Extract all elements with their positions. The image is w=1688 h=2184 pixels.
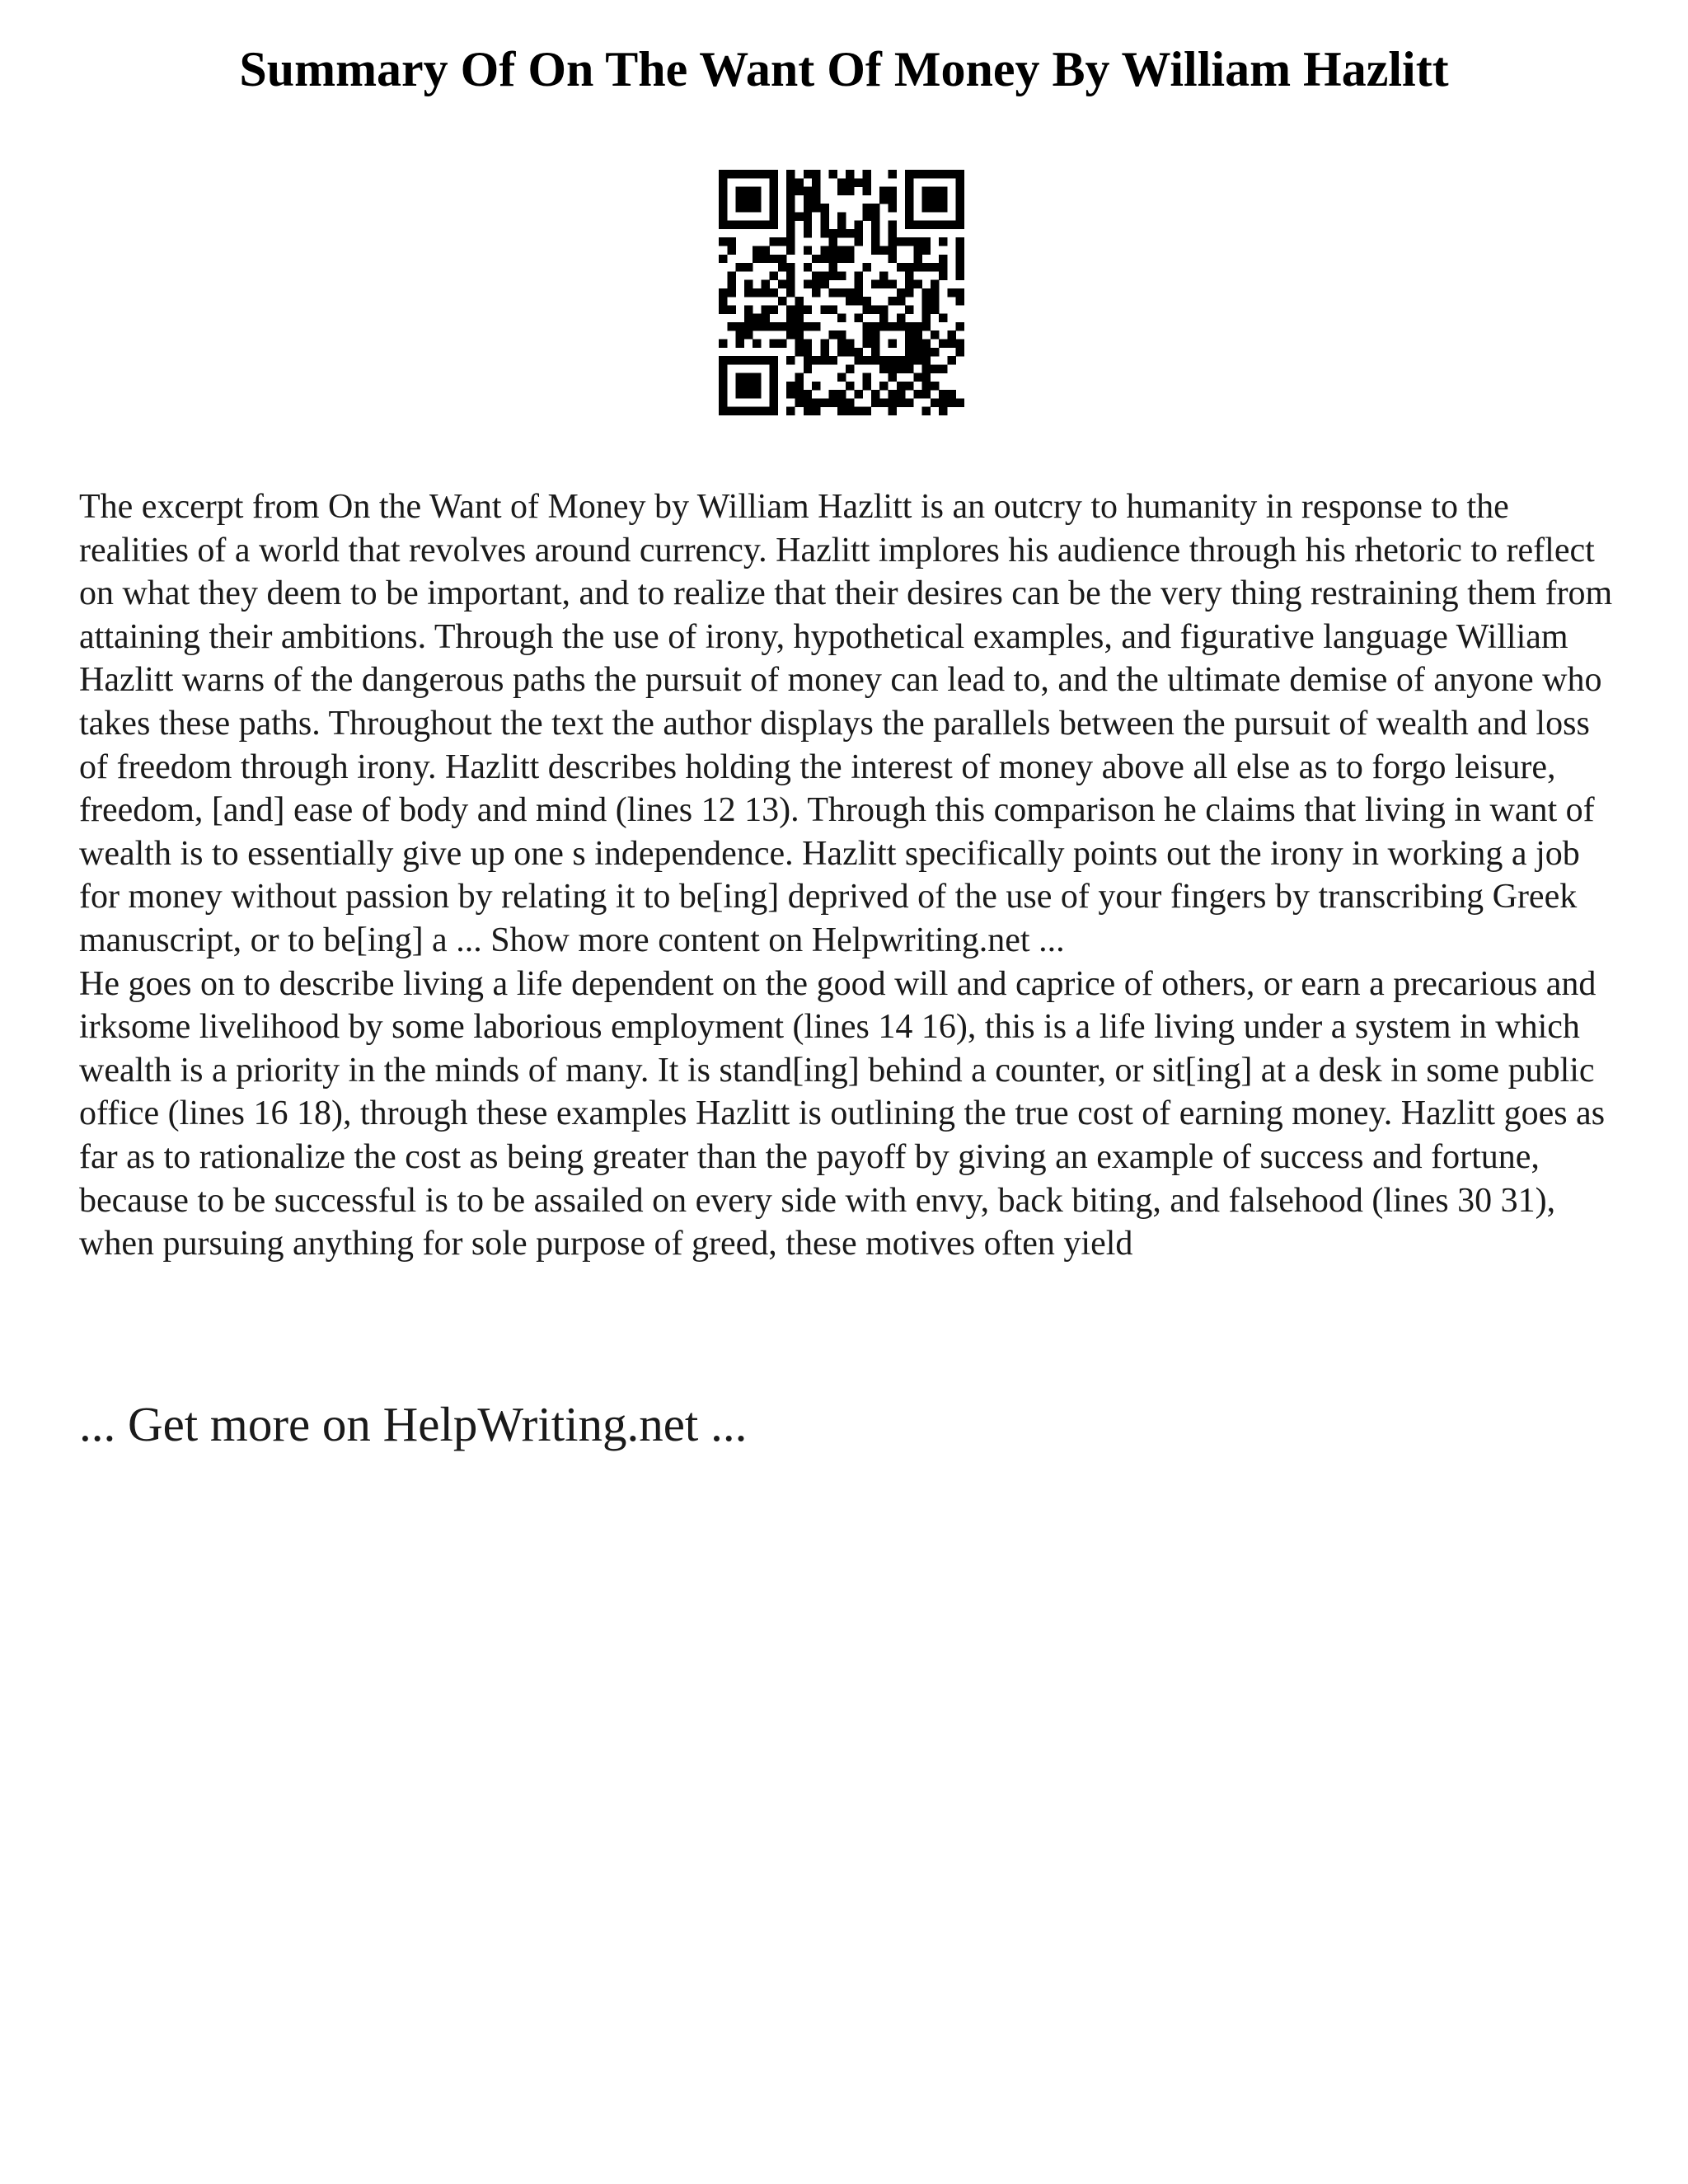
paragraph-2: He goes on to describe living a life dependent on the good will and caprice of others, or earn a precarious and irksome livelihood by some laborious employment (lines 14 16), this is a life living under a system in which wealth is a priority in the minds of many. It is stand[ing] behind a counter, or sit[ing] at a desk in some public office (lines 16 18), through these examples Hazlitt is outlining the true cost of earning money. Hazlitt goes as far as to rationalize the cost as being greater than the payoff by giving an example of success and fortune, because to be successful is to be assailed on every side with envy, back biting, and falsehood (lines 30 31), when pursuing anything for sole purpose of greed, these motives often yield bbox=[79, 964, 1606, 1263]
paragraph-1: The excerpt from On the Want of Money by William Hazlitt is an outcry to humanity in response to the realities of a world that revolves around currency. Hazlitt implores his audience through his rhetoric to reflect on what they deem to be important, and to realize that their desires can be the very thing restraining them from attaining their ambitions. Through the use of irony, hypothetical examples, and figurative language William Hazlitt warns of the dangerous paths the pursuit of money can lead to, and the ultimate demise of anyone who takes these paths. Throughout the text the author displays the parallels between the pursuit of wealth and loss of freedom through irony. Hazlitt describes holding the interest of money above all else as to forgo leisure, freedom, [and] ease of body and mind (lines 12 13). Through this comparison he claims that living in want of wealth is to essentially give up one s independence. Hazlitt specifically points out the irony in working a job for money without passion by relating it to be[ing] deprived of the use of your fingers by transcribing Greek manuscript, or to be[ing] a ... Show more content on Helpwriting.net ... bbox=[79, 488, 1613, 959]
page-title: Summary Of On The Want Of Money By William Hazlitt bbox=[239, 42, 1449, 96]
qr-code-graphic bbox=[719, 170, 964, 415]
get-more-link[interactable]: ... Get more on HelpWriting.net ... bbox=[79, 1397, 748, 1451]
qr-code bbox=[719, 170, 964, 415]
summary-text bbox=[79, 485, 1620, 1266]
